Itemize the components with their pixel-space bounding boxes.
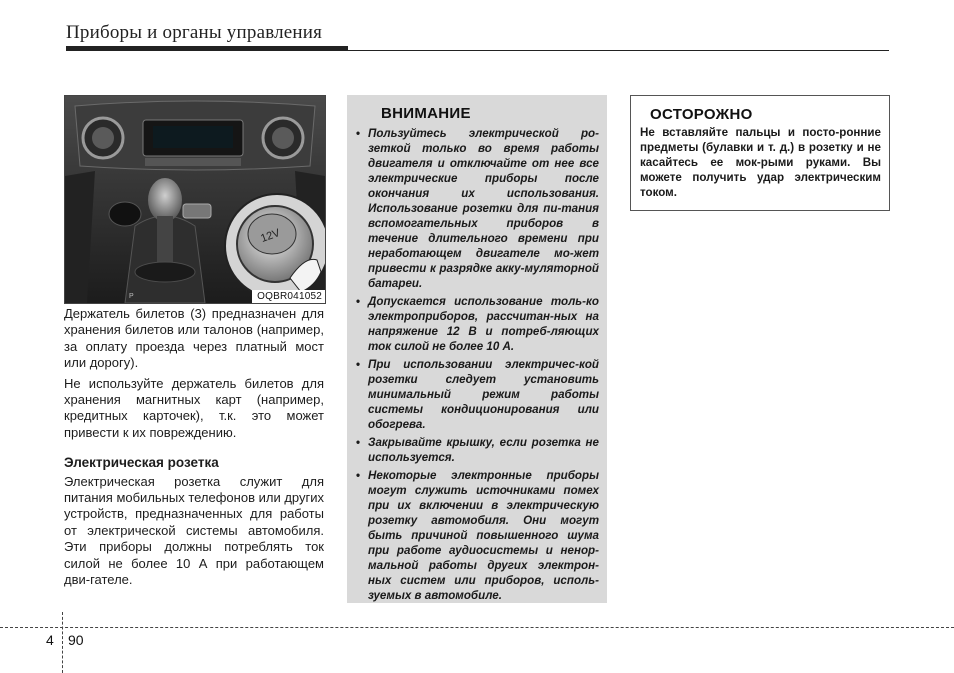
page-header-title: Приборы и органы управления [66, 22, 323, 43]
ticket-holder-paragraph: Держатель билетов (3) предназначен для хранения билетов или талонов (например, за оплату проезда через платный мост или дорогу). [64, 306, 324, 371]
list-item-text: Допускается использование толь-ко электроприборов, рассчитан-ных на напряжение 12 В и потреб-ляющих ток силой не более 10 А. [368, 295, 599, 353]
bullet: • [356, 436, 361, 449]
list-item-text: Некоторые электронные приборы могут служить источниками помех при их включении в электрическую розетку автомобиля. Они могут быть причиной повышенного шума при работе аудиосистемы и ненор-мальной работы других электрон-ных систем или приборов, исполь-зуемых в автомобиле. [368, 469, 599, 602]
list-item-text: При использовании электричес-кой розетки следует установить минимальный режим работы системы кондиционирования или обогрева. [368, 358, 599, 431]
list-item [355, 468, 599, 603]
caution-text: Не вставляйте пальцы и посто-ронние предметы (булавки и т. д.) в розетку и не касайтесь ее мок-рыми руками. Вы можете получить удар электрическим током. [640, 126, 881, 199]
svg-text:P: P [129, 293, 134, 300]
attention-list [355, 126, 599, 603]
power-outlet-paragraph: Электрическая розетка служит для питания мобильных телефонов или других устройств, предназначенных для работы от электрической системы автомобиля. Эти приборы должны потреблять ток силой не более 10 А при работающем дви-гателе. [64, 473, 324, 588]
header-rule [66, 50, 889, 51]
list-item [355, 294, 599, 354]
attention-box [347, 95, 607, 603]
footer-vertical-divider [62, 612, 63, 673]
left-column [64, 306, 324, 593]
footer-divider [0, 627, 954, 628]
list-item-text: Закрывайте крышку, если розетка не используется. [368, 436, 599, 464]
bullet: • [356, 127, 361, 140]
attention-title: ВНИМАНИЕ [381, 105, 471, 122]
section-heading: Электрическая розетка [64, 455, 219, 471]
list-item-text: Пользуйтесь электрической ро-зеткой только во время работы двигателя и отключайте от нее все электрические приборы после окончания их использования. Использование розетки для пи-тания вспомогательных приборов в течение длительного времени при неработающем двигателе мо-жет привести к разрядке акку-муляторной батареи. [368, 127, 599, 290]
page-section-number: 4 [46, 632, 54, 648]
list-item [355, 126, 599, 291]
console-illustration [65, 96, 325, 303]
caution-box [630, 95, 890, 211]
bullet: • [356, 469, 361, 482]
ticket-holder-warning-paragraph: Не используйте держатель билетов для хранения магнитных карт (например, кредитных карточек), т.к. это может привести к их повреждению. [64, 375, 324, 440]
console-photo [64, 95, 326, 304]
caution-title: ОСТОРОЖНО [650, 106, 753, 123]
bullet: • [356, 358, 361, 371]
list-item [355, 357, 599, 432]
photo-caption: OQBR041052 [252, 290, 325, 303]
page-number: 90 [68, 632, 84, 648]
list-item [355, 435, 599, 465]
socket-12v-label: 12V [259, 227, 282, 246]
bullet: • [356, 295, 361, 308]
